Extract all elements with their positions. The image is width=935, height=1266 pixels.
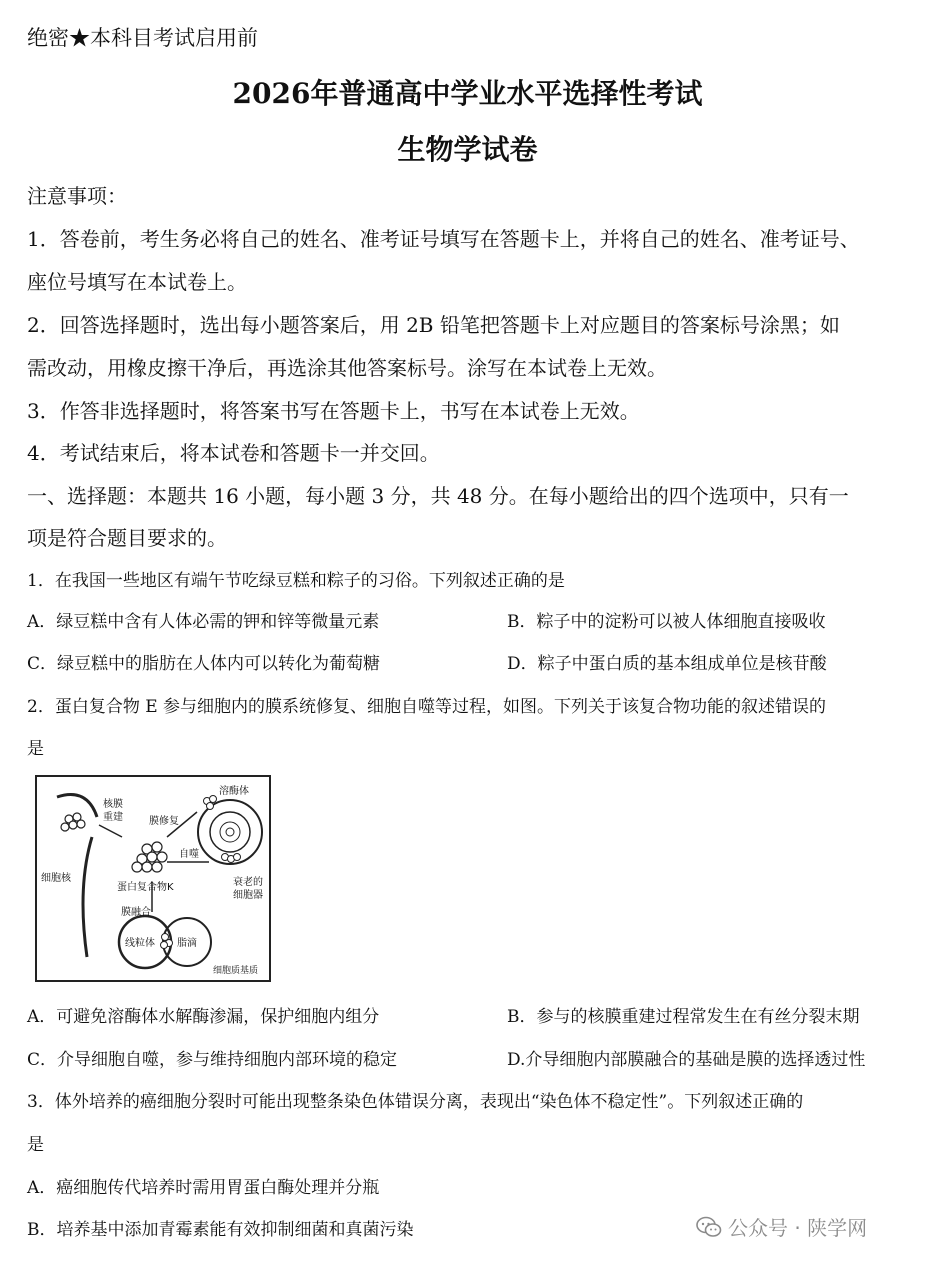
complex-k-cluster	[132, 842, 167, 872]
watermark-text: 公众号 · 陕学网	[728, 1216, 868, 1240]
question-2-stem-b: 是	[27, 739, 44, 759]
question-1-option-d: D．粽子中蛋白质的基本组成单位是核苷酸	[507, 654, 827, 674]
question-2-stem-a: 2．蛋白复合物 E 参与细胞内的膜系统修复、细胞自噬等过程，如图。下列关于该复合物功能的叙述错误的	[27, 697, 827, 717]
question-3-option-b: B．培养基中添加青霉素能有效抑制细菌和真菌污染	[27, 1220, 414, 1240]
organelle-spiral	[220, 822, 240, 842]
note-item-2b: 需改动，用橡皮擦干净后，再选涂其他答案标号。涂写在本试卷上无效。	[27, 356, 667, 380]
lysosome-outer	[198, 800, 262, 864]
confidential-mark: 绝密★本科目考试启用前	[27, 26, 258, 50]
figure-drawing	[37, 777, 269, 980]
question-1-option-c: C．绿豆糕中的脂肪在人体内可以转化为葡萄糖	[27, 654, 381, 674]
label-aged-2: 细胞器	[233, 890, 263, 901]
section-intro-a: 一、选择题：本题共 16 小题，每小题 3 分，共 48 分。在每小题给出的四个选项中，只有一	[27, 484, 849, 508]
question-2-option-b: B．参与的核膜重建过程常发生在有丝分裂末期	[507, 1007, 860, 1027]
wechat-icon	[696, 1216, 722, 1243]
label-mitochondria: 线粒体	[125, 938, 155, 949]
label-lysosome: 溶酶体	[219, 786, 249, 797]
label-nuclear-rebuild-2: 重建	[103, 812, 123, 823]
question-3-option-a: A．癌细胞传代培养时需用胃蛋白酶处理并分瓶	[27, 1178, 380, 1198]
question-2-option-d: D.介导细胞内部膜融合的基础是膜的选择透过性	[507, 1050, 866, 1070]
question-1-option-a: A．绿豆糕中含有人体必需的钾和锌等微量元素	[27, 612, 380, 632]
question-3-stem-a: 3．体外培养的癌细胞分裂时可能出现整条染色体错误分离，表现出“染色体不稳定性”。下列叙述正确的	[27, 1092, 804, 1112]
watermark	[696, 1212, 867, 1243]
label-membrane-repair: 膜修复	[149, 816, 179, 827]
label-cytoplasm: 细胞质基质	[213, 966, 259, 976]
note-item-1a: 1．答卷前，考生务必将自己的姓名、准考证号填写在答题卡上，并将自己的姓名、准考证号、	[27, 227, 860, 251]
note-item-4: 4．考试结束后，将本试卷和答题卡一并交回。	[27, 441, 440, 465]
exam-subject-title: 生物学试卷	[397, 133, 538, 166]
arrow-to-nucleus	[99, 825, 122, 837]
label-fusion: 膜融合	[121, 907, 151, 918]
question-2-option-c: C．介导细胞自噬，参与维持细胞内部环境的稳定	[27, 1050, 398, 1070]
question-3-stem-b: 是	[27, 1135, 44, 1155]
exam-title: 2026年普通高中学业水平选择性考试	[232, 77, 703, 110]
note-item-3: 3．作答非选择题时，将答案书写在答题卡上，书写在本试卷上无效。	[27, 399, 640, 423]
question-1-option-b: B．粽子中的淀粉可以被人体细胞直接吸收	[507, 612, 826, 632]
label-lipid-droplet: 脂滴	[177, 938, 197, 949]
note-item-1b: 座位号填写在本试卷上。	[27, 270, 247, 294]
question-1-stem: 1．在我国一些地区有端午节吃绿豆糕和粽子的习俗。下列叙述正确的是	[27, 571, 565, 591]
lysosome-inner	[210, 812, 250, 852]
section-intro-b: 项是符合题目要求的。	[27, 526, 227, 550]
note-item-2a: 2．回答选择题时，选出每小题答案后，用 2B 铅笔把答题卡上对应题目的答案标号涂黑；如	[27, 313, 840, 337]
complex-cluster-nucleus	[61, 813, 85, 831]
nuclear-envelope-side	[83, 837, 92, 957]
label-complex: 蛋白复合物K	[117, 882, 174, 893]
lysosome-complex	[204, 796, 241, 863]
label-autophagy: 自噬	[179, 849, 199, 860]
label-aged-1: 衰老的	[233, 877, 263, 888]
label-nucleus: 细胞核	[41, 873, 71, 884]
notes-heading: 注意事项：	[27, 184, 127, 208]
question-2-option-a: A．可避免溶酶体水解酶渗漏，保护细胞内组分	[27, 1007, 380, 1027]
protein-complex-figure	[35, 775, 271, 982]
label-nuclear-rebuild-1: 核膜	[103, 799, 123, 810]
